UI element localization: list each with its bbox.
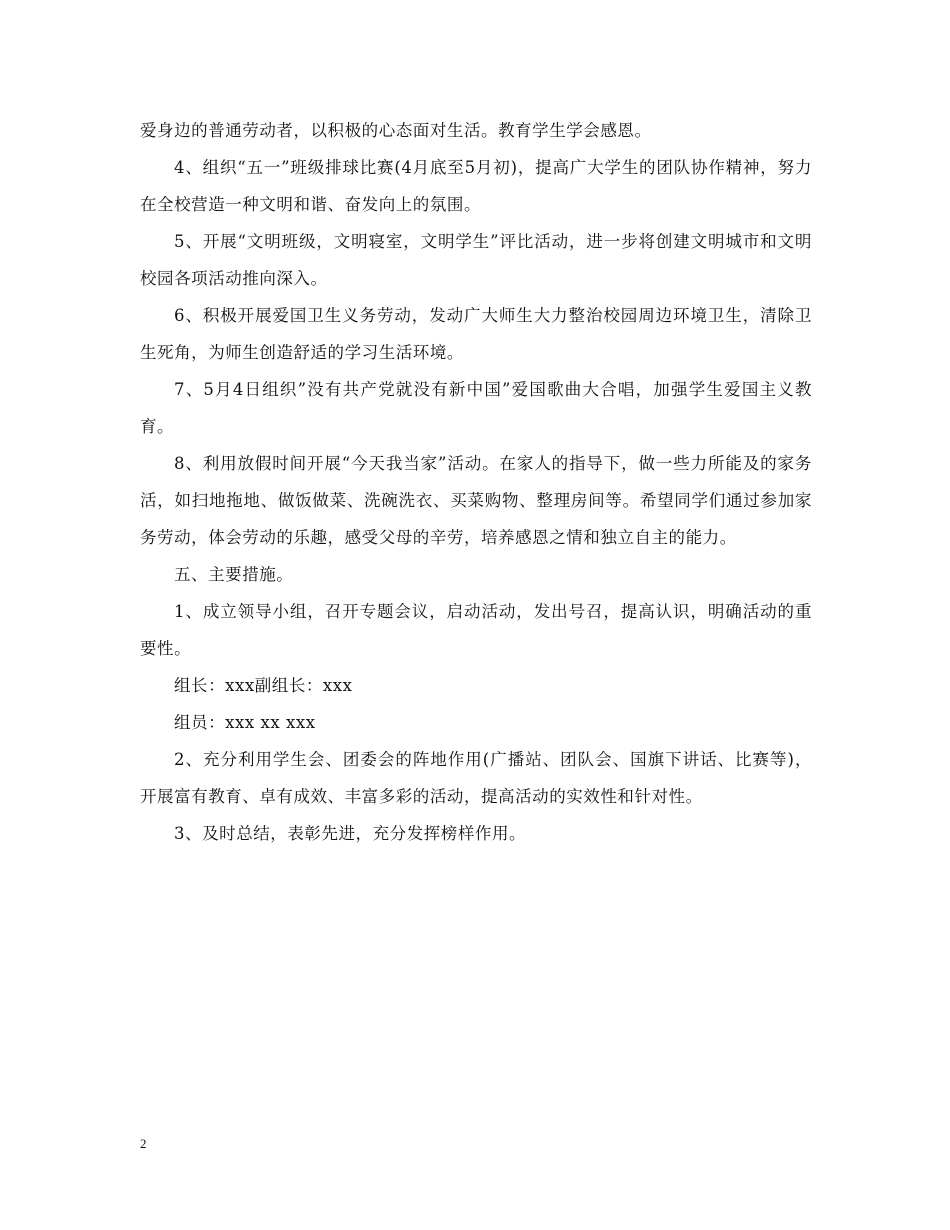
section-heading-measures: 五、主要措施。 <box>174 565 294 584</box>
paragraph-measure-3: 3、及时总结，表彰先进，充分发挥榜样作用。 <box>174 824 527 843</box>
paragraph-continuation: 爱身边的普通劳动者，以积极的心态面对生活。教育学生学会感恩。 <box>140 121 652 140</box>
paragraph-item-7: 7、5月4日组织”没有共产党就没有新中国”爱国歌曲大合唱，加强学生爱国主义教育。 <box>140 380 812 436</box>
document-body <box>140 112 812 852</box>
paragraph-item-6: 6、积极开展爱国卫生义务劳动，发动广大师生大力整治校园周边环境卫生，清除卫生死角，为师生创造舒适的学习生活环境。 <box>140 306 812 362</box>
paragraph-measure-1: 1、成立领导小组，召开专题会议，启动活动，发出号召，提高认识，明确活动的重要性。 <box>140 602 812 658</box>
paragraph-item-8: 8、利用放假时间开展“今天我当家”活动。在家人的指导下，做一些力所能及的家务活，如扫地拖地、做饭做菜、洗碗洗衣、买菜购物、整理房间等。希望同学们通过参加家务劳动，体会劳动的乐趣，感受父母的辛劳，培养感恩之情和独立自主的能力。 <box>140 454 812 547</box>
paragraph-measure-2: 2、充分利用学生会、团委会的阵地作用(广播站、团队会、国旗下讲话、比赛等)，开展富有教育、卓有成效、丰富多彩的活动，提高活动的实效性和针对性。 <box>140 750 812 806</box>
page-number: 2 <box>140 1136 147 1151</box>
group-leaders-line: 组长：xxx副组长：xxx <box>174 676 353 695</box>
paragraph-item-5: 5、开展“文明班级，文明寝室，文明学生”评比活动，进一步将创建文明城市和文明校园各项活动推向深入。 <box>140 232 812 288</box>
group-members-line: 组员：xxx xx xxx <box>174 713 316 732</box>
paragraph-item-4: 4、组织“五一”班级排球比赛(4月底至5月初)，提高广大学生的团队协作精神，努力在全校营造一种文明和谐、奋发向上的氛围。 <box>140 158 812 214</box>
